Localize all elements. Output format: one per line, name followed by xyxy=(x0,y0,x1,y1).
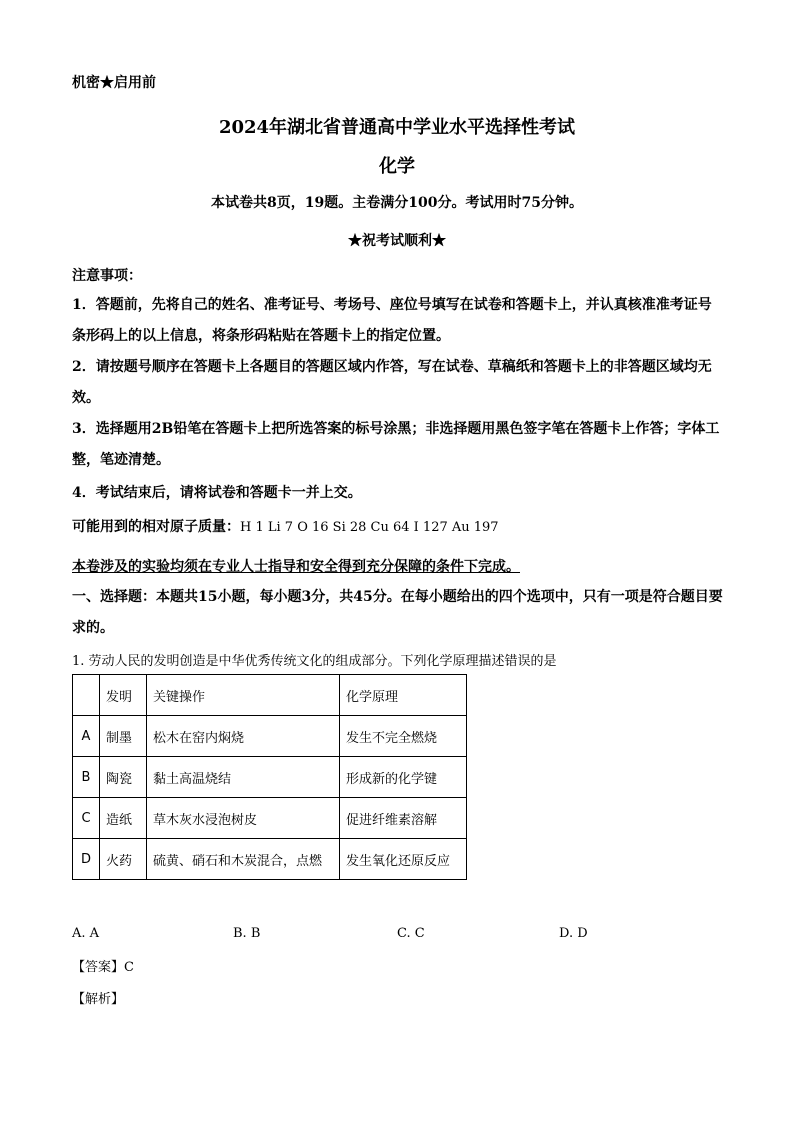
table-header-cell: 关键操作 xyxy=(147,675,340,716)
table-cell: 黏土高温烧结 xyxy=(147,757,340,798)
table-cell: D xyxy=(73,839,100,880)
option-d: D. D xyxy=(559,926,588,941)
notice-heading: 注意事项： xyxy=(72,268,142,284)
atomic-masses-values: H 1 Li 7 O 16 Si 28 Cu 64 I 127 Au 197 xyxy=(240,520,499,535)
table-cell: 发生氧化还原反应 xyxy=(340,839,467,880)
section-heading: 一、选择题：本题共15小题，每小题3分，共45分。在每小题给出的四个选项中，只有一项是符合题目要求的。 xyxy=(72,589,723,636)
good-luck-line: ★祝考试顺利★ xyxy=(348,233,446,249)
table-cell: 火药 xyxy=(100,839,147,880)
safety-note: 本卷涉及的实验均须在专业人士指导和安全得到充分保障的条件下完成。 xyxy=(72,559,520,575)
confidential-mark: 机密★启用前 xyxy=(72,75,156,91)
table-row xyxy=(73,839,467,880)
table-cell: 造纸 xyxy=(100,798,147,839)
table-header-cell: 发明 xyxy=(100,675,147,716)
table-cell: 松木在窑内焖烧 xyxy=(147,716,340,757)
notice-item-3: 3．选择题用2B铅笔在答题卡上把所选答案的标号涂黑；非选择题用黑色签字笔在答题卡上作答；字体工整，笔迹清楚。 xyxy=(72,421,720,468)
table-row xyxy=(73,798,467,839)
table-cell: 陶瓷 xyxy=(100,757,147,798)
question-1-table xyxy=(72,674,467,880)
option-a: A. A xyxy=(72,926,100,941)
table-header-cell xyxy=(73,675,100,716)
option-b: B. B xyxy=(233,926,261,941)
table-row xyxy=(73,716,467,757)
table-cell: C xyxy=(73,798,100,839)
table-cell: B xyxy=(73,757,100,798)
exam-title: 2024年湖北省普通高中学业水平选择性考试 xyxy=(218,117,576,138)
notice-item-2: 2．请按题号顺序在答题卡上各题目的答题区域内作答，写在试卷、草稿纸和答题卡上的非答题区域均无效。 xyxy=(72,359,712,406)
analysis-label: 【解析】 xyxy=(72,992,125,1007)
table-cell: A xyxy=(73,716,100,757)
table-cell: 硫黄、硝石和木炭混合，点燃 xyxy=(147,839,340,880)
question-1-stem: 1. 劳动人民的发明创造是中华优秀传统文化的组成部分。下列化学原理描述错误的是 xyxy=(72,654,557,669)
table-header-cell: 化学原理 xyxy=(340,675,467,716)
atomic-masses xyxy=(72,516,499,536)
table-header-row xyxy=(73,675,467,716)
table-cell: 形成新的化学键 xyxy=(340,757,467,798)
table-row xyxy=(73,757,467,798)
subject-title: 化学 xyxy=(379,156,415,177)
table-cell: 发生不完全燃烧 xyxy=(340,716,467,757)
notice-item-1: 1．答题前，先将自己的姓名、准考证号、考场号、座位号填写在试卷和答题卡上，并认真核准准考证号条形码上的以上信息，将条形码粘贴在答题卡上的指定位置。 xyxy=(72,297,712,344)
exam-info: 本试卷共8页，19题。主卷满分100分。考试用时75分钟。 xyxy=(211,195,583,211)
option-c: C. C xyxy=(397,926,425,941)
table-cell: 促进纤维素溶解 xyxy=(340,798,467,839)
table-cell: 草木灰水浸泡树皮 xyxy=(147,798,340,839)
answer-line: 【答案】C xyxy=(72,960,134,975)
table-cell: 制墨 xyxy=(100,716,147,757)
atomic-masses-label: 可能用到的相对原子质量： xyxy=(72,519,240,535)
notice-item-4: 4．考试结束后，请将试卷和答题卡一并上交。 xyxy=(72,485,362,501)
